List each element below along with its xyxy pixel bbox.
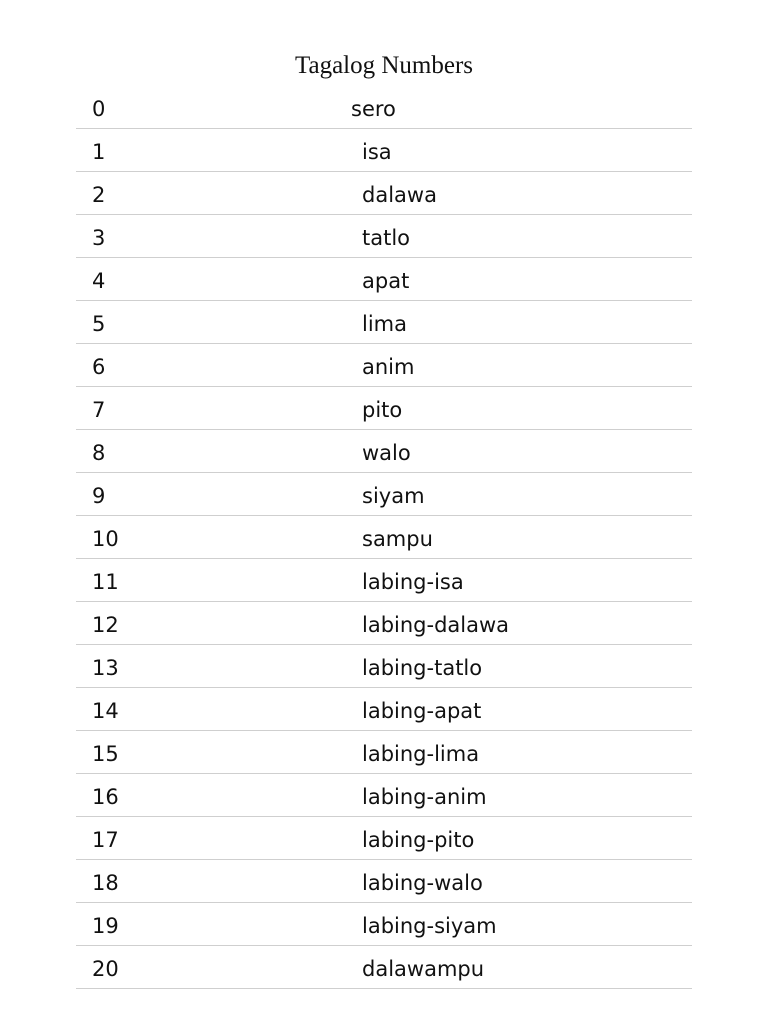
- word-cell: sero: [351, 97, 396, 121]
- table-row: [76, 817, 692, 860]
- table-row: [76, 903, 692, 946]
- table-row: [76, 172, 692, 215]
- number-cell: 12: [92, 613, 119, 637]
- number-cell: 11: [92, 570, 119, 594]
- number-cell: 14: [92, 699, 119, 723]
- table-row: [76, 86, 692, 129]
- word-cell: pito: [362, 398, 403, 422]
- table-row: [76, 301, 692, 344]
- word-cell: labing-isa: [362, 570, 464, 594]
- table-row: [76, 602, 692, 645]
- word-cell: labing-walo: [362, 871, 483, 895]
- number-cell: 4: [92, 269, 106, 293]
- number-cell: 13: [92, 656, 119, 680]
- table-row: [76, 344, 692, 387]
- number-cell: 1: [92, 140, 106, 164]
- table-row: [76, 774, 692, 817]
- table-row: [76, 215, 692, 258]
- number-cell: 17: [92, 828, 119, 852]
- word-cell: labing-lima: [362, 742, 480, 766]
- word-cell: dalawa: [362, 183, 437, 207]
- word-cell: labing-siyam: [362, 914, 497, 938]
- word-cell: labing-apat: [362, 699, 482, 723]
- word-cell: sampu: [362, 527, 433, 551]
- word-cell: labing-pito: [362, 828, 475, 852]
- word-cell: isa: [362, 140, 392, 164]
- table-row: [76, 946, 692, 989]
- word-cell: walo: [362, 441, 411, 465]
- number-cell: 9: [92, 484, 106, 508]
- table-row: [76, 731, 692, 774]
- table-row: [76, 645, 692, 688]
- word-cell: labing-anim: [362, 785, 487, 809]
- number-cell: 6: [92, 355, 106, 379]
- table-row: [76, 688, 692, 731]
- number-cell: 10: [92, 527, 119, 551]
- word-cell: apat: [362, 269, 410, 293]
- number-cell: 19: [92, 914, 119, 938]
- table-row: [76, 860, 692, 903]
- word-cell: lima: [362, 312, 407, 336]
- table-row: [76, 129, 692, 172]
- number-cell: 8: [92, 441, 106, 465]
- number-cell: 15: [92, 742, 119, 766]
- table-row: [76, 258, 692, 301]
- word-cell: siyam: [362, 484, 425, 508]
- word-cell: tatlo: [362, 226, 411, 250]
- word-cell: dalawampu: [362, 957, 485, 981]
- page-title: Tagalog Numbers: [294, 52, 474, 79]
- word-cell: labing-tatlo: [362, 656, 483, 680]
- table-row: [76, 516, 692, 559]
- table-row: [76, 387, 692, 430]
- table-row: [76, 559, 692, 602]
- number-cell: 5: [92, 312, 106, 336]
- number-cell: 3: [92, 226, 106, 250]
- number-cell: 20: [92, 957, 119, 981]
- number-cell: 2: [92, 183, 106, 207]
- word-cell: labing-dalawa: [362, 613, 510, 637]
- numbers-table: [76, 86, 692, 989]
- table-row: [76, 473, 692, 516]
- number-cell: 0: [92, 97, 106, 121]
- number-cell: 16: [92, 785, 119, 809]
- number-cell: 7: [92, 398, 106, 422]
- word-cell: anim: [362, 355, 415, 379]
- number-cell: 18: [92, 871, 119, 895]
- table-row: [76, 430, 692, 473]
